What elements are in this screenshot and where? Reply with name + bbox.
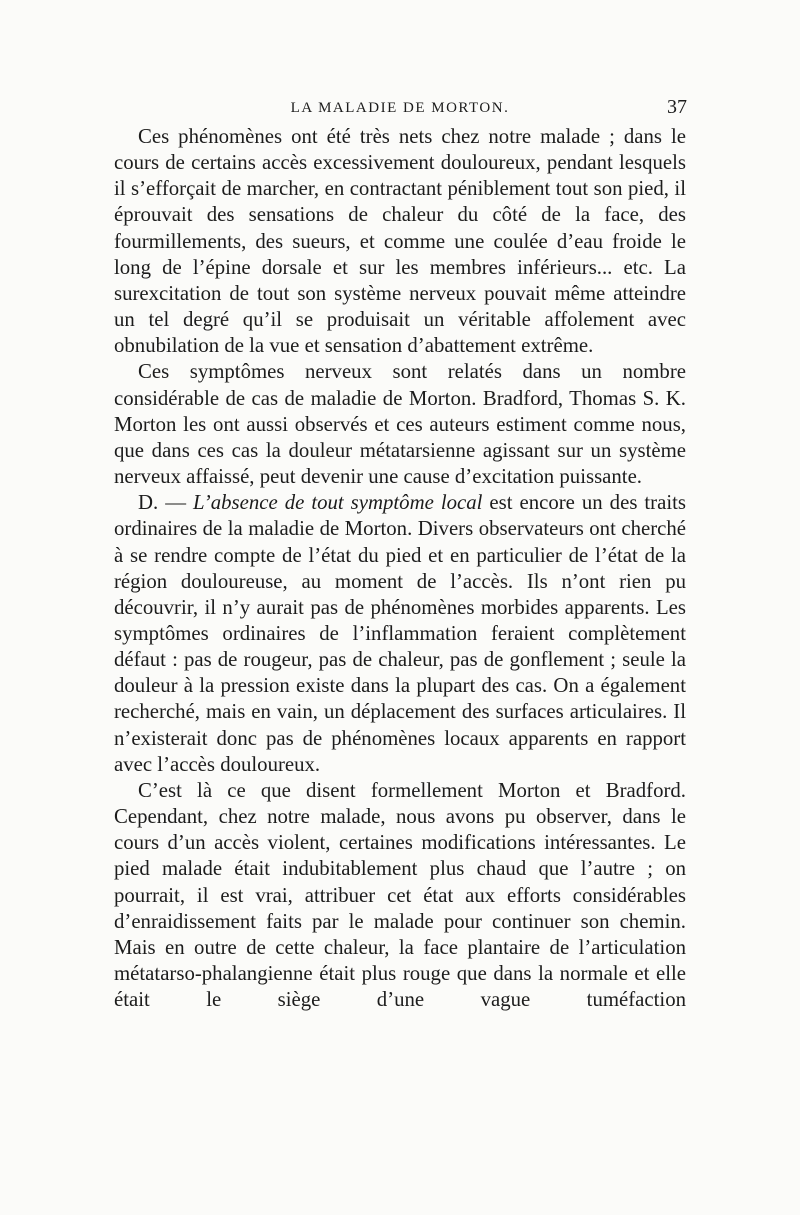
- section-heading: L’absence de tout symptôme local: [193, 491, 483, 515]
- paragraph-body: est encore un des traits ordinaires de la maladie de Morton. Divers observateurs ont cherché à se rendre compte de l’état du pied et en particulier de l’état de la région douloureuse, au moment de l’accès. Ils n’ont rien pu découvrir, il n’y aurait pas de phénomènes morbides apparents. Les symptômes ordinaires de l’inflammation feraient complètement défaut : pas de rougeur, pas de chaleur, pas de gonflement ; seule la douleur à la pression existe dans la plupart des cas. On a également recherché, mais en vain, un déplacement des surfaces articulaires. Il n’existerait donc pas de phénomènes locaux apparents en rapport avec l’accès douloureux.: [114, 491, 686, 776]
- paragraph-observations: C’est là ce que disent formellement Morton et Bradford. Cependant, chez notre malade, nous avons pu observer, dans le cours d’un accès violent, certaines modifications intéressantes. Le pied malade était indubitablement plus chaud que l’autre ; on pourrait, il est vrai, attribuer cet état aux efforts considérables d’enraidissement faits par le malade pour continuer son chemin. Mais en outre de cette chaleur, la face plantaire de l’articulation métatarso-phalangienne était plus rouge que dans la normale et elle était le siège d’une vague tuméfaction: [114, 778, 686, 1012]
- running-title: LA MALADIE DE MORTON.: [290, 100, 510, 116]
- paragraph-reported-cases: Ces symptômes nerveux sont relatés dans un nombre considérable de cas de maladie de Morton. Bradford, Thomas S. K. Morton les ont aussi observés et ces auteurs estiment comme nous, que dans ces cas la douleur métatarsienne agissant sur un système nerveux affaissé, peut devenir une cause d’excitation puissante.: [114, 360, 686, 489]
- paragraph-absence-local-symptoms: [114, 490, 686, 778]
- running-head: [115, 96, 685, 120]
- body-text: [114, 124, 686, 1013]
- page-number: 37: [667, 96, 687, 118]
- paragraph-nervous-symptoms: Ces phénomènes ont été très nets chez notre malade ; dans le cours de certains accès excessivement douloureux, pendant lesquels il s’efforçait de marcher, en contractant péniblement tout son pied, il éprouvait des sensations de chaleur du côté de la face, des fourmillements, des sueurs, et comme une coulée d’eau froide le long de l’épine dorsale et sur les membres inférieurs... etc. La surexcitation de tout son système nerveux pouvait même atteindre un tel degré qu’il se produisait un véritable affolement avec obnubilation de la vue et sensation d’abattement extrême.: [114, 125, 686, 358]
- section-letter: D. —: [138, 491, 193, 515]
